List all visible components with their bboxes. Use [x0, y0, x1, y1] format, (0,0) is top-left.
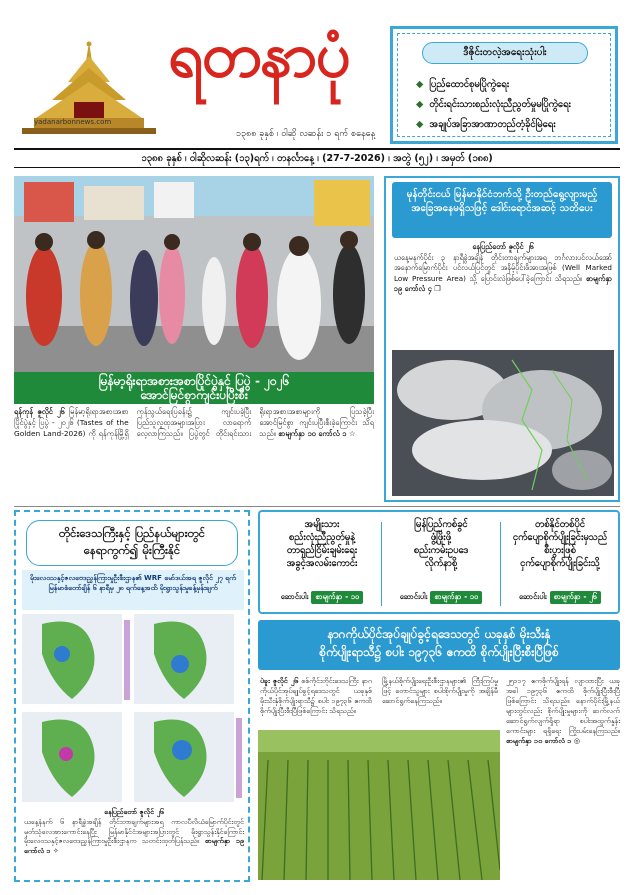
- lead-continued: စာမျက်နှာ ၁၀ ကော်လံ ၁ ☆: [278, 429, 356, 438]
- rice-column-1: ပဲခူး ဇူလိုင် ၂၆ စစ်ကိုင်းတိုင်းဒေသကြီး နာဂကိုယ်ပိုင်အုပ်ချုပ်ခွင့်ရဒေသတွင် ယခုနှစ် မိုးသီးနှံစိုက်ပျိုးရာသီ၌ စပါး ၁၉၇၃၆ ဧကထိ စိုက်ပျိုးပြီးစီးပြီဖြစ်ကြောင်း သိရသည်။: [260, 676, 372, 715]
- objective-item: ◆ ပြည်ထောင်စုမပြိုကွဲရေး: [416, 79, 510, 90]
- storm-continued: စာမျက်နှာ ၁၉ ကော်လံ ၄ ❒: [394, 273, 612, 293]
- objective-item: ◆ တိုင်းရင်းသားစည်းလုံးညီညွတ်မှုမပြိုကွဲရေး: [416, 99, 571, 110]
- pagoda-logo: [14, 38, 164, 146]
- teaser-title: အမျိုးသား စည်းလုံးညီညွတ်မှုနဲ့ တာရှည်ငြိမ်းချမ်းရေး အခွင့်အလမ်းကောင်း: [286, 519, 358, 569]
- objective-item: ◆ အချုပ်အခြာအာဏာတည်တံ့ခိုင်မြဲရေး: [416, 119, 556, 130]
- masthead-rule-lower: [14, 167, 620, 168]
- teaser-title: မြန်ပြည်ကစ်ခွင် ဖွံ့ဖြိုးဖို့ စည်းကမ်းဥပဒေ လိုက်နာစို့: [413, 519, 469, 569]
- teaser-footer: ဆောင်းပါး စာမျက်နှာ - ၁၀: [264, 591, 380, 604]
- issue-line: ၁၃၈၈ ခုနှစ် ၊ ဝါဆိုလဆန်း (၁၃)ရက် ၊ တနင်္လာနေ့ ၊ (27-7-2026) ၊ အတွဲ (၅၂) ၊ အမှတ် (၁၈၈): [141, 153, 493, 164]
- weather-body-text: ယနေ့နံနက် ၆ နာရီခွဲအချိန် တိုင်းတာချက်များအရ ကာလပီလိယံမြောက်ပိုင်းတွင် မုတ်သုံလေအားကောင်းနေပြီး မြန်မာနိုင်ငံအများအပြားတွင် မိုးရွာသွန်းနိုင်ကြောင်း မိုးလေဝသနှင့်ဇလဗေဒညွှန်ကြားမှုဦးစီးဌာနက သတင်းထုတ်ပြန်သည်။: [24, 817, 244, 846]
- teaser-article[interactable]: [502, 518, 618, 608]
- page-badge: စာမျက်နှာ - ၁၀: [430, 591, 482, 604]
- satellite-image: [392, 350, 614, 496]
- storm-body-text: ယနေ့မနက်ပိုင်း ၃ နာရီခွဲအချိန် တိုင်းတာချက်များအရ ဘင်္ဂလားပင်လယ်အော် အနောက်မြောက်ပိုင်း ပင်လယ်ပြင်တွင် အနိမ့်ပိုင်းဖိအားအဖြစ် (Well Marked Low Pressure Area) သို့ ပြောင်းလဲဖြစ်ပေါ်ခဲ့ကြောင်း သိရသည်။: [394, 252, 612, 283]
- masthead-title: ရတနာပုံ: [168, 18, 349, 91]
- rice-field-photo: [258, 730, 500, 880]
- rice-column-3: ၂၅၁၁၇ ဧကစိုက်ပျိုးရန် လျာထားပြီး ယခုအခါ ၁၉၇၃၆ ဧကထိ စိုက်ပျိုးပြီးစီးပြီဖြစ်ကြောင်း သိရသည်။ နောက်ပိုင်းမြို့နယ်များတွင်လည်း စိုက်ပျိုးမှုများကို ဆက်လက်ဆောင်ရွက်လျက်ရှိရာ စပါးအထွက်နှုန်းကောင်းများ ရရှိရေး ကြိုးပမ်းနေကြသည်။ စာမျက်နှာ ၁၀ ကော်လံ ၁ ◎: [506, 676, 620, 745]
- weather-article-body: [24, 808, 244, 857]
- objectives-box: [390, 26, 618, 144]
- article-teasers: [258, 510, 620, 614]
- teaser-footer: ဆောင်းပါး စာမျက်နှာ - ၁၀: [383, 591, 499, 604]
- lead-headline: မြန်မာ့ရိုးရာအစားအစာပြိုင်ပွဲနှင့် ပြပွဲ - ၂၀၂၆ အောင်မြင်စွာကျင်းပပြီးစီး: [14, 372, 374, 404]
- rainfall-forecast-maps: [22, 614, 244, 804]
- teaser-article[interactable]: [264, 518, 380, 608]
- weather-headline: တိုင်းဒေသကြီးနှင့် ပြည်နယ်များတွင် နေရာကွက်၍ မိုးကြီးနိုင်: [26, 520, 238, 566]
- storm-headline: မုန်တိုင်းငယ် မြန်မာနိုင်ငံဘက်သို့ ဦးတည်ရွေ့လျားမည့်အခြေအနေမရှိသဖြင့် ဒေါင်းရောင်အဆင့် သတိပေး: [392, 182, 612, 238]
- objectives-box-inner: [397, 33, 611, 137]
- section-divider: [14, 506, 620, 507]
- teaser-title: တစ်နိုင်တစ်ပိုင် ငှက်ပျောစိုက်ပျိုးခြင်းမှသည် စီးပွားဖြစ် ငှက်ပျောစိုက်ပျိုးခြင်းသို့: [512, 519, 608, 569]
- weather-byline: နေပြည်တော် ဇူလိုင် ၂၆: [104, 808, 164, 816]
- diamond-icon: ◆: [416, 79, 424, 90]
- page-badge: စာမျက်နှာ - ၂၆: [550, 591, 601, 604]
- site-url: yadanarbonnews.com: [34, 118, 112, 126]
- weather-subhead: မိုးလေဝသနှင့်ဇလဗေဒညွှန်ကြားမှုဦးစီးဌာန၏ WRF မော်ဒယ်အရ ဇူလိုင် ၂၇ ရက် မြန်မာစံတော်ချိန် ၆ နာရီမှ ၂၈ ရက်နေ့အထိ မိုးရွာသွန်းမှုခန့်မှန်းချက်: [22, 570, 244, 610]
- storm-article-body: [394, 242, 612, 295]
- teaser-footer: ဆောင်းပါး စာမျက်နှာ - ၂၆: [502, 591, 618, 604]
- teaser-divider: [381, 522, 382, 606]
- page-badge: စာမျက်နှာ - ၁၀: [311, 591, 363, 604]
- lead-article-body: [14, 406, 374, 502]
- masthead-rule: [14, 148, 620, 150]
- diamond-icon: ◆: [416, 119, 424, 130]
- masthead-date: ၁၃၈၈ ခုနှစ် ၊ ဝါဆို လဆန်း ၁ ရက် စနေနေ့: [236, 129, 376, 139]
- rice-continued: စာမျက်နှာ ၁၀ ကော်လံ ၁ ◎: [506, 736, 581, 745]
- teaser-article[interactable]: [383, 518, 499, 608]
- diamond-icon: ◆: [416, 99, 424, 110]
- lead-byline: ရန်ကုန် ဇူလိုင် ၂၆: [14, 407, 65, 416]
- lead-body-text: မြန်မာ့ရိုးရာအစားအစာပြိုင်ပွဲနှင့် ပြပွဲ - ၂၀၂၆ (Tastes of the Golden Land-2026) ကို ရန်ကုန်မြို့ရှိ ကုန်သွယ်ရေးပြခန်း၌ ကျင်းပခဲ့ပြီး ပြည်သူလူထုအများအပြား လာရောက်လေ့လာကြသည်။ ပြပွဲတွင် တိုင်းရင်းသားရိုးရာအစားအစာများကို ပြသခဲ့ပြီး အောင်မြင်စွာ ကျင်းပပြီးစီးခဲ့ကြောင်း သိရသည်။: [14, 407, 374, 438]
- weather-story-box: [14, 510, 250, 882]
- teaser-divider: [500, 522, 501, 606]
- food-expo-photo: [14, 176, 374, 372]
- storm-story-box: [384, 176, 620, 502]
- weather-continued: စာမျက်နှာ ၁၉ ကော်လံ ၁ ✧: [24, 837, 244, 856]
- storm-byline: နေပြည်တော် ဇူလိုင် ၂၆: [472, 242, 534, 251]
- rice-headline: နာဂကိုယ်ပိုင်အုပ်ချုပ်ခွင့်ရဒေသတွင် ယခုနှစ် မိုးသီးနှံ စိုက်ပျိုးရာသီ၌ စပါး ၁၉၇၃၆ ဧကထိ စိုက်ပျိုးပြီးစီးပြီဖြစ်: [258, 620, 620, 670]
- objectives-heading: ဒီဇိုင်းတလဲ့အရေးသုံးပါး: [422, 42, 588, 64]
- rice-byline: ပဲခူး ဇူလိုင် ၂၆: [260, 676, 299, 685]
- rice-column-2: မြို့နယ်စိုက်ပျိုးရေးဦးစီးဌာနများ၏ ကြီးကြပ်မှုဖြင့် တောင်သူများ စပါးစိုက်ပျိုးမှုကို အချိန်မီ ဆောင်ရွက်နေကြသည်။: [382, 676, 498, 705]
